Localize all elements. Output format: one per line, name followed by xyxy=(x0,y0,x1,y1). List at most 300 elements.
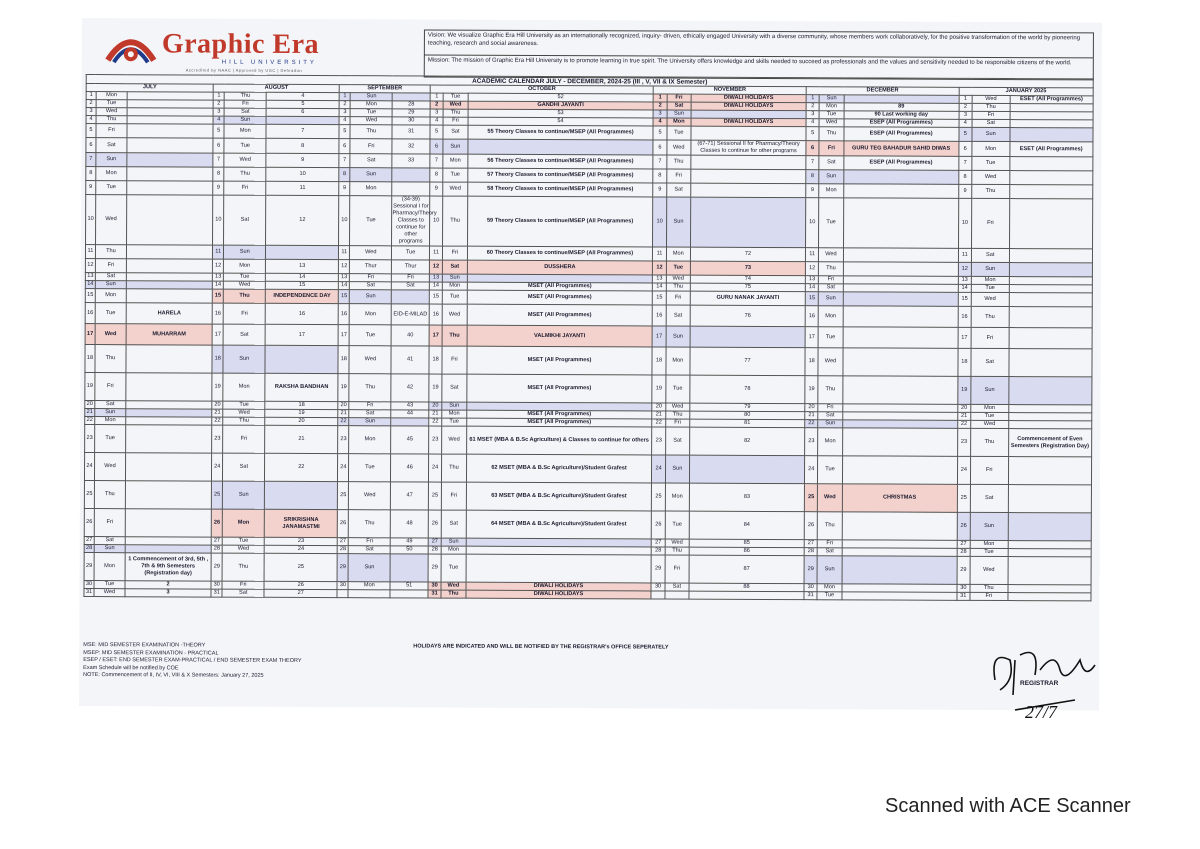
weekday-cell: Sun xyxy=(667,110,691,118)
date-cell: 2 xyxy=(654,102,667,110)
date-cell: 7 xyxy=(86,153,96,167)
event-cell: 57 Theory Classes to continue/MSEP (All Programmes) xyxy=(467,168,653,183)
event-cell: HARELA xyxy=(126,303,212,324)
date-cell: 15 xyxy=(958,292,971,306)
date-cell: 7 xyxy=(959,156,972,170)
weekday-cell: Sun xyxy=(818,420,842,428)
date-cell: 9 xyxy=(213,181,224,195)
event-cell: 73 xyxy=(690,261,805,276)
weekday-cell: Mon xyxy=(666,247,690,261)
date-cell: 10 xyxy=(958,198,971,248)
event-cell xyxy=(843,184,958,199)
date-cell: 30 xyxy=(651,583,664,591)
weekday-cell: Thu xyxy=(94,481,125,509)
event-cell: Fri xyxy=(392,274,430,282)
date-cell: 3 xyxy=(339,109,350,117)
event-cell xyxy=(1009,199,1093,249)
weekday-cell: Wed xyxy=(818,348,842,376)
date-cell: 26 xyxy=(652,511,665,539)
event-cell: DIWALI HOLIDAYS xyxy=(466,590,652,599)
event-cell xyxy=(126,259,212,273)
date-cell: 23 xyxy=(85,425,95,453)
event-cell: 30 xyxy=(392,117,430,125)
date-cell xyxy=(337,590,348,598)
date-cell: 27 xyxy=(428,538,441,546)
event-cell xyxy=(126,289,212,303)
event-cell: 31 xyxy=(392,125,430,139)
registrar-label: REGISTRAR xyxy=(1020,680,1059,687)
event-cell xyxy=(265,345,338,373)
date-cell: 7 xyxy=(653,155,666,169)
date-cell: 17 xyxy=(212,324,223,345)
date-cell: 27 xyxy=(804,540,817,548)
footer-line: MSEP: MID SEMESTER EXAMINATION - PRACTICAL xyxy=(83,649,219,657)
date-cell: 18 xyxy=(652,347,665,375)
date-cell: 8 xyxy=(213,167,224,181)
date-cell: 29 xyxy=(651,555,664,583)
mission-statement: Mission: The mission of Graphic Era Hill University is to promote learning in true spirit. The University offers knowledge and skills needed to succeed as professionals and the values and sensitivity needed to be responsible citizens of the world. xyxy=(424,55,1094,80)
date-cell: 31 xyxy=(211,589,222,597)
date-cell: 1 xyxy=(654,94,667,102)
date-cell: 28 xyxy=(652,547,665,555)
event-cell xyxy=(127,124,213,138)
weekday-cell: Wed xyxy=(971,420,1009,428)
date-cell: 31 xyxy=(85,589,93,596)
scanner-watermark: Scanned with ACE Scanner xyxy=(885,795,1131,817)
date-cell: 8 xyxy=(86,167,96,181)
weekday-cell: Thu xyxy=(667,155,691,169)
weekday-cell: Thu xyxy=(972,184,1010,198)
weekday-cell: Sun xyxy=(96,153,127,167)
weekday-cell: Mon xyxy=(667,118,691,126)
date-cell: 12 xyxy=(958,262,971,276)
date-cell: 26 xyxy=(428,510,441,538)
weekday-cell: Fri xyxy=(224,100,266,108)
date-cell: 22 xyxy=(652,419,665,427)
date-cell: 20 xyxy=(86,401,93,408)
date-cell: 15 xyxy=(805,292,818,306)
event-cell xyxy=(392,290,430,304)
date-cell: 14 xyxy=(805,284,818,292)
event-cell: MSET (All Programmes) xyxy=(466,374,652,403)
event-cell: Tue xyxy=(392,246,430,260)
event-cell: GURU TEG BAHADUR SAHID DIWAS xyxy=(844,141,959,157)
event-cell: 62 MSET (MBA & B.Sc Agriculture)/Student Grafest xyxy=(466,454,652,483)
date-cell: 19 xyxy=(85,373,95,401)
weekday-cell: Tue xyxy=(349,454,391,482)
event-cell: 7 xyxy=(266,124,339,138)
month-header-september: SEPTEMBER xyxy=(339,85,430,93)
weekday-cell: Sat xyxy=(94,537,125,545)
date-cell: 19 xyxy=(429,374,442,402)
date-cell: 26 xyxy=(957,512,970,540)
date-cell: 18 xyxy=(429,346,442,374)
weekday-cell: Sat xyxy=(971,248,1009,262)
date-cell: 20 xyxy=(805,404,818,412)
event-cell: 16 xyxy=(265,303,338,324)
event-cell xyxy=(1009,328,1093,349)
weekday-cell: Tue xyxy=(224,138,266,153)
weekday-cell: Sat xyxy=(222,589,264,597)
weekday-cell: Wed xyxy=(667,140,691,155)
weekday-cell: Fri xyxy=(442,482,466,510)
date-cell: 9 xyxy=(806,184,819,198)
date-cell: 11 xyxy=(429,246,442,260)
date-cell: 11 xyxy=(958,248,971,262)
weekday-cell: Tue xyxy=(350,109,392,117)
weekday-cell: Fri xyxy=(224,181,266,195)
event-cell xyxy=(842,592,957,601)
date-cell: 2 xyxy=(339,101,350,109)
weekday-cell: Mon xyxy=(224,124,266,138)
month-header-august: AUGUST xyxy=(213,84,339,93)
weekday-cell: Mon xyxy=(443,282,467,290)
weekday-cell: Sun xyxy=(95,409,126,417)
event-cell: ESET (All Programmes) xyxy=(1010,96,1093,104)
date-cell: 13 xyxy=(958,276,971,284)
weekday-cell: Fri xyxy=(443,246,467,260)
weekday-cell: Mon xyxy=(441,546,465,554)
date-cell: 19 xyxy=(212,373,223,401)
event-cell: 75 xyxy=(690,283,805,292)
month-header-october: OCTOBER xyxy=(430,85,653,94)
date-cell: 20 xyxy=(212,401,223,409)
date-cell: 30 xyxy=(211,581,222,589)
weekday-cell: Wed xyxy=(441,582,465,590)
event-cell: (67-71) Sessional II for Pharmacy/Theory Classes to continue for other programs xyxy=(691,140,806,156)
date-cell: 4 xyxy=(213,116,224,124)
event-cell xyxy=(690,326,805,348)
date-cell: 23 xyxy=(805,428,818,456)
event-cell: 25 xyxy=(264,553,337,581)
date-cell: 17 xyxy=(805,327,818,348)
event-cell: 77 xyxy=(690,347,805,376)
date-cell: 1 xyxy=(339,93,350,101)
date-cell: 31 xyxy=(428,590,441,598)
calendar-row xyxy=(85,373,1092,405)
event-cell: GURU NANAK JAYANTI xyxy=(690,291,805,306)
date-cell: 4 xyxy=(806,119,819,127)
event-cell xyxy=(1008,593,1091,601)
weekday-cell: Mon xyxy=(223,373,265,401)
weekday-cell: Tue xyxy=(443,93,467,101)
date-cell: 6 xyxy=(339,139,350,154)
weekday-cell: Sun xyxy=(971,262,1009,276)
weekday-cell: Sat xyxy=(349,410,391,418)
weekday-cell: Fri xyxy=(350,139,392,154)
weekday-cell: Sun xyxy=(441,538,465,546)
date-cell: 10 xyxy=(339,196,350,246)
date-cell: 6 xyxy=(213,138,224,153)
weekday-cell: Sat xyxy=(224,108,266,116)
event-cell: 82 xyxy=(690,427,805,456)
weekday-cell: Sat xyxy=(667,102,691,110)
weekday-cell: Thu xyxy=(818,376,842,404)
event-cell xyxy=(1008,485,1092,513)
date-cell: 23 xyxy=(212,425,223,453)
event-cell xyxy=(842,556,957,585)
date-cell: 26 xyxy=(84,509,94,537)
weekday-cell: Sun xyxy=(223,481,265,509)
weekday-cell: Mon xyxy=(349,426,391,454)
date-cell: 19 xyxy=(652,375,665,403)
date-cell: 5 xyxy=(86,124,96,138)
calendar-title: ACADEMIC CALENDAR JULY - DECEMBER, 2024-25 (III , V, VII & IX Semester) xyxy=(86,75,1093,88)
calendar-footer xyxy=(83,642,1093,684)
weekday-cell: Sun xyxy=(972,127,1010,141)
date-cell: 21 xyxy=(957,412,970,420)
date-cell: 20 xyxy=(429,402,442,410)
event-cell: 89 xyxy=(844,103,959,112)
logo-word: Graphic Era xyxy=(161,28,320,61)
weekday-cell: Tue xyxy=(971,412,1009,420)
weekday-cell: Fri xyxy=(94,509,125,537)
event-cell: 48 xyxy=(391,510,429,538)
weekday-cell: Mon xyxy=(443,154,467,168)
event-cell: 12 xyxy=(266,195,339,245)
event-cell xyxy=(843,327,958,349)
event-cell xyxy=(842,376,957,405)
event-cell xyxy=(126,245,212,259)
date-cell: 7 xyxy=(806,156,819,170)
event-cell xyxy=(691,197,806,248)
date-cell: 27 xyxy=(652,539,665,547)
date-cell: 2 xyxy=(806,103,819,111)
weekday-cell: Sun xyxy=(970,512,1008,540)
date-cell: 25 xyxy=(804,484,817,512)
event-cell xyxy=(127,138,213,153)
event-cell: EID-E-MILAD xyxy=(392,304,430,325)
date-cell: 20 xyxy=(652,403,665,411)
date-cell: 28 xyxy=(957,548,970,556)
date-cell: 8 xyxy=(806,170,819,184)
weekday-cell: Fri xyxy=(223,425,265,453)
event-cell: 54 xyxy=(468,117,654,126)
event-cell: 3 xyxy=(125,589,211,597)
date-cell: 24 xyxy=(84,453,94,481)
weekday-cell: Sat xyxy=(818,412,842,420)
weekday-cell: Thu xyxy=(350,125,392,139)
weekday-cell: Thu xyxy=(971,428,1009,456)
date-cell: 14 xyxy=(958,284,971,292)
weekday-cell: Tue xyxy=(223,401,265,409)
weekday-cell: Fri xyxy=(666,169,690,183)
weekday-cell: Fri xyxy=(970,456,1008,484)
date-cell: 13 xyxy=(339,274,350,282)
weekday-cell: Wed xyxy=(970,556,1008,584)
event-cell xyxy=(127,181,213,195)
weekday-cell: Sat xyxy=(970,484,1008,512)
date-cell: 30 xyxy=(428,582,441,590)
date-cell: 24 xyxy=(805,456,818,484)
date-cell: 22 xyxy=(429,418,442,426)
weekday-cell: Fri xyxy=(442,346,466,374)
weekday-cell: Wed xyxy=(224,281,266,289)
date-cell: 24 xyxy=(652,455,665,483)
weekday-cell: Mon xyxy=(971,276,1009,284)
date-cell: 17 xyxy=(652,326,665,347)
event-cell: 24 xyxy=(264,545,337,553)
date-cell: 27 xyxy=(86,537,93,544)
weekday-cell: Thu xyxy=(95,345,126,373)
date-cell: 5 xyxy=(653,126,666,140)
event-cell: MSET (All Programmes) xyxy=(467,290,653,305)
event-cell xyxy=(1008,377,1092,405)
event-cell: 1 Commencement of 3rd, 5th , 7th & 9th Semesters (Registration day) xyxy=(125,553,211,581)
weekday-cell: Tue xyxy=(972,156,1010,170)
date-cell: 3 xyxy=(806,111,819,119)
date-cell: 1 xyxy=(959,95,972,103)
date-cell: 12 xyxy=(213,259,224,273)
weekday-cell: Wed xyxy=(350,117,392,125)
date-cell: 31 xyxy=(957,592,970,600)
weekday-cell: Tue xyxy=(224,273,266,281)
date-cell: 26 xyxy=(211,509,222,537)
month-header-november: NOVEMBER xyxy=(654,86,807,95)
date-cell: 13 xyxy=(87,273,94,280)
event-cell: 45 xyxy=(391,426,429,454)
date-cell: 4 xyxy=(339,117,350,125)
weekday-cell: Sun xyxy=(666,197,691,247)
event-cell: Thur xyxy=(392,260,430,274)
date-cell: 28 xyxy=(211,545,222,553)
weekday-cell: Wed xyxy=(442,426,466,454)
event-cell: 21 xyxy=(265,425,338,453)
calendar-row xyxy=(85,425,1092,457)
event-cell xyxy=(843,292,958,307)
weekday-cell: Sun xyxy=(443,139,467,154)
event-cell: 19 xyxy=(265,409,338,417)
date-cell: 7 xyxy=(213,153,224,167)
event-cell: 76 xyxy=(690,305,805,327)
event-cell: 10 xyxy=(266,167,339,181)
weekday-cell: Wed xyxy=(223,409,265,417)
weekday-cell: Sat xyxy=(95,273,126,281)
date-cell: 27 xyxy=(957,540,970,548)
weekday-cell: Tue xyxy=(96,100,127,108)
date-cell: 1 xyxy=(86,92,96,100)
weekday-cell: Sun xyxy=(666,326,690,347)
date-cell: 22 xyxy=(86,417,93,424)
date-cell: 22 xyxy=(212,417,223,425)
calendar-sheet xyxy=(79,18,1102,710)
event-cell: 2 xyxy=(125,581,211,589)
date-cell: 19 xyxy=(805,376,818,404)
date-cell: 8 xyxy=(958,170,971,184)
weekday-cell: Mon xyxy=(349,304,391,325)
date-cell: 16 xyxy=(958,306,971,327)
logo-subtitle: HILL UNIVERSITY xyxy=(221,59,317,67)
date-cell: 7 xyxy=(430,154,443,168)
weekday-cell: Thu xyxy=(665,411,689,419)
event-cell xyxy=(125,481,211,509)
event-cell: 64 MSET (MBA & B.Sc Agriculture)/Student Grafest xyxy=(466,510,652,539)
date-cell: 23 xyxy=(652,427,665,455)
date-cell: 28 xyxy=(804,548,817,556)
weekday-cell: Sat xyxy=(96,138,127,153)
weekday-cell: Thu xyxy=(443,109,467,117)
weekday-cell: Wed xyxy=(222,545,264,553)
weekday-cell: Fri xyxy=(970,592,1008,600)
event-cell xyxy=(1009,185,1092,199)
date-cell: 29 xyxy=(804,556,817,584)
date-cell: 21 xyxy=(338,410,349,418)
weekday-cell: Wed xyxy=(96,108,127,116)
date-cell: 19 xyxy=(338,374,349,402)
weekday-cell: Tue xyxy=(819,198,844,248)
event-cell xyxy=(392,168,430,182)
academic-calendar-table xyxy=(83,74,1093,601)
date-cell: 23 xyxy=(957,428,970,456)
weekday-cell: Tue xyxy=(442,290,466,304)
event-cell: 17 xyxy=(265,324,338,345)
event-cell xyxy=(393,93,431,101)
weekday-cell: Thu xyxy=(665,547,689,555)
logo-seal-icon xyxy=(104,30,158,72)
event-cell: 22 xyxy=(265,453,338,481)
event-cell: 15 xyxy=(266,281,339,289)
date-cell: 5 xyxy=(430,125,443,139)
weekday-cell: Mon xyxy=(222,509,264,537)
event-cell: 5 xyxy=(266,100,339,108)
date-cell: 29 xyxy=(428,554,441,582)
date-cell: 4 xyxy=(86,116,96,124)
date-cell: 27 xyxy=(337,538,348,546)
date-cell: 5 xyxy=(339,125,350,139)
weekday-cell: Mon xyxy=(96,92,127,100)
event-cell: DUSSHERA xyxy=(467,260,653,275)
date-cell: 15 xyxy=(339,290,350,304)
weekday-cell: Wed xyxy=(972,95,1010,103)
event-cell: 14 xyxy=(266,273,339,281)
date-cell: 12 xyxy=(429,260,442,274)
event-cell: 29 xyxy=(392,109,430,117)
date-cell: 19 xyxy=(958,376,971,404)
date-cell: 16 xyxy=(338,304,349,325)
date-cell: 10 xyxy=(213,195,224,245)
weekday-cell: Wed xyxy=(665,403,689,411)
event-cell xyxy=(691,183,806,198)
date-cell: 24 xyxy=(338,454,349,482)
date-cell: 21 xyxy=(429,410,442,418)
weekday-cell: Thu xyxy=(819,127,843,141)
weekday-cell: Sat xyxy=(441,510,465,538)
event-cell xyxy=(390,554,428,582)
date-cell: 11 xyxy=(653,247,666,261)
weekday-cell: Sat xyxy=(224,195,266,245)
date-cell: 13 xyxy=(805,276,818,284)
event-cell xyxy=(1008,557,1092,585)
event-cell xyxy=(1008,513,1092,541)
event-cell: Sat xyxy=(392,282,430,290)
date-cell: 11 xyxy=(805,248,818,262)
date-cell: 23 xyxy=(338,426,349,454)
signature-date: 27/7 xyxy=(1025,702,1058,722)
date-cell: 16 xyxy=(85,303,95,324)
date-cell: 12 xyxy=(85,259,95,273)
event-cell xyxy=(1009,171,1092,185)
event-cell: ESEP (All Programmes) xyxy=(844,119,959,128)
event-cell xyxy=(843,262,958,277)
date-cell: 29 xyxy=(337,554,348,582)
event-cell: 26 xyxy=(264,581,337,589)
date-cell: 6 xyxy=(86,138,96,153)
weekday-cell: Fri xyxy=(95,373,126,401)
weekday-cell: Thu xyxy=(970,584,1008,592)
weekday-cell: Tue xyxy=(971,284,1009,292)
date-cell: 11 xyxy=(213,245,224,259)
weekday-cell: Mon xyxy=(817,584,841,592)
